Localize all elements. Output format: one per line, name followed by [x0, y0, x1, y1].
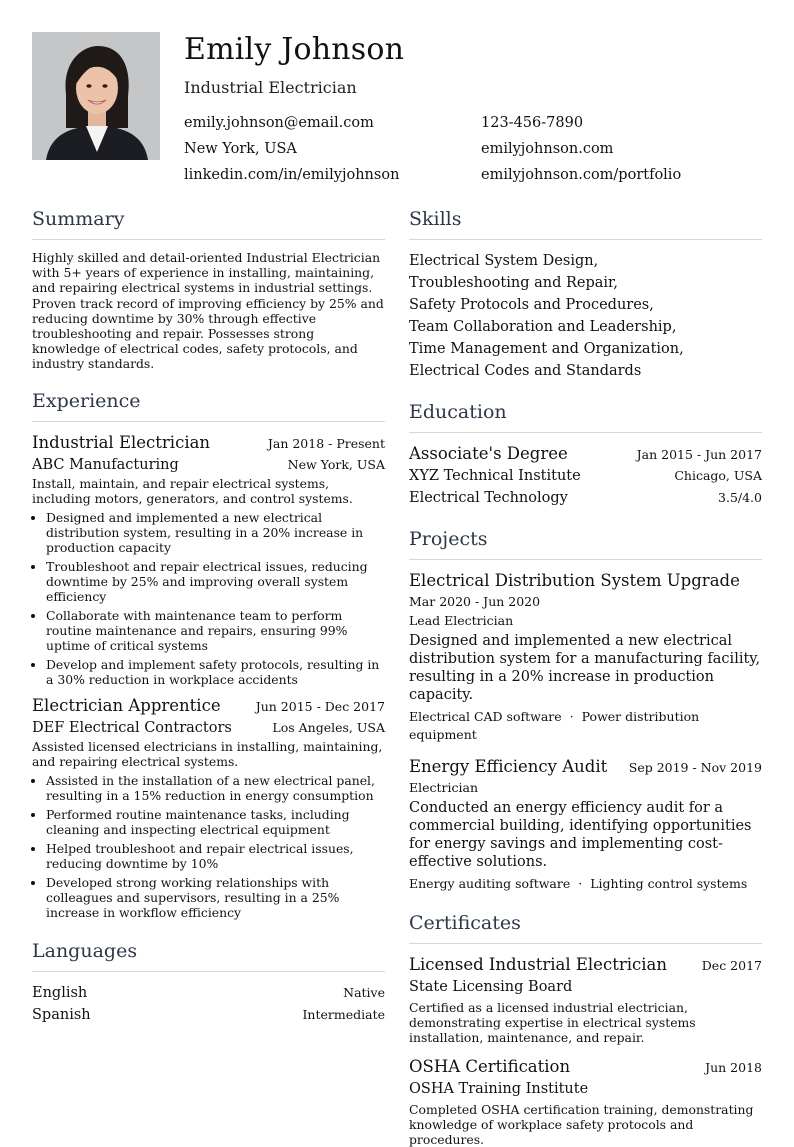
language-name: English	[32, 985, 88, 1002]
education-school: XYZ Technical Institute	[409, 468, 581, 484]
certificate-issuer: State Licensing Board	[409, 979, 573, 995]
certificate-name: OSHA Certification	[409, 1056, 571, 1076]
job-company: ABC Manufacturing	[32, 456, 179, 473]
certificate-issuer: OSHA Training Institute	[409, 1080, 589, 1097]
education-dates: Jan 2015 - Jun 2017	[636, 447, 762, 462]
job-dates: Jan 2018 - Present	[267, 435, 385, 451]
experience-section	[32, 388, 385, 921]
section-title-languages: Languages	[32, 938, 385, 972]
job-bullet: • Develop and implement safety protocols, resulting in a 30% reduction in workplace accidents	[46, 657, 385, 687]
tag-separator: ·	[569, 709, 574, 724]
skill-item: Safety Protocols and Procedures,	[409, 297, 654, 313]
project-tag: Power distribution equipment	[409, 709, 700, 742]
left-column	[32, 206, 385, 1026]
job-bullet: • Performed routine maintenance tasks, including cleaning and inspecting electrical equipment	[46, 807, 385, 837]
section-title-skills: Skills	[409, 206, 762, 240]
project-dates: Mar 2020 - Jun 2020	[409, 594, 541, 609]
language-level: Intermediate	[302, 1007, 385, 1023]
skills-section	[409, 206, 762, 382]
right-column	[409, 206, 762, 1147]
language-row	[32, 1004, 385, 1026]
skill-item: Electrical System Design,	[409, 253, 599, 269]
project-name: Electrical Distribution System Upgrade	[409, 571, 740, 590]
section-title-education: Education	[409, 399, 762, 433]
summary-text: Highly skilled and detail-oriented Industrial Electrician with 5+ years of experience in installing, maintaining, and repairing electrical systems in industrial settings. Proven track record of improving efficiency by 25% and reducing downtime by 30% through effective troubleshooting and repair. Possesses strong knowledge of electrical codes, safety protocols, and industry standards.	[32, 250, 384, 372]
certificate-description: Completed OSHA certification training, demonstrating knowledge of workplace safety protocols and procedures.	[409, 1101, 754, 1147]
certificate-entry	[409, 954, 762, 1046]
section-title-certificates: Certificates	[409, 910, 762, 944]
project-entry	[409, 756, 762, 893]
candidate-title: Industrial Electrician	[184, 78, 357, 97]
project-tags	[409, 708, 762, 744]
section-title-experience: Experience	[32, 388, 385, 422]
education-degree: Associate's Degree	[409, 444, 568, 463]
job-bullets	[32, 773, 385, 920]
skill-item: Electrical Codes and Standards	[409, 363, 642, 379]
contact-website[interactable]: emilyjohnson.com	[481, 141, 614, 157]
language-name: Spanish	[32, 1007, 91, 1024]
experience-entry	[32, 432, 385, 687]
contact-portfolio[interactable]: emilyjohnson.com/portfolio	[481, 167, 682, 183]
candidate-name: Emily Johnson	[184, 32, 405, 67]
tag-separator: ·	[578, 876, 583, 891]
contact-phone[interactable]: 123-456-7890	[481, 115, 584, 131]
project-description: Designed and implemented a new electrical distribution system for a manufacturing facility, resulting in a 20% increase in production capacity.	[409, 633, 761, 703]
language-level: Native	[343, 985, 385, 1001]
project-role: Electrician	[409, 780, 479, 795]
contact-email[interactable]: emily.johnson@email.com	[184, 115, 374, 131]
job-bullet: • Developed strong working relationships with colleagues and supervisors, resulting in a 25% increase in workflow efficiency	[46, 875, 385, 920]
job-bullet: • Helped troubleshoot and repair electrical issues, reducing downtime by 10%	[46, 841, 385, 871]
project-description: Conducted an energy efficiency audit for a commercial building, identifying opportunities for energy savings and implementing cost-effective solutions.	[409, 800, 752, 870]
certificates-section	[409, 910, 762, 1147]
project-dates: Sep 2019 - Nov 2019	[628, 760, 762, 775]
certificate-date: Dec 2017	[701, 958, 762, 973]
project-tag: Lighting control systems	[590, 876, 748, 891]
skill-item: Time Management and Organization,	[409, 341, 684, 357]
job-role: Electrician Apprentice	[32, 696, 221, 716]
job-bullet: • Collaborate with maintenance team to perform routine maintenance and repairs, ensuring 99% uptime of critical systems	[46, 608, 385, 653]
certificate-date: Jun 2018	[705, 1059, 762, 1075]
job-bullet: • Assisted in the installation of a new electrical panel, resulting in a 15% reduction in energy consumption	[46, 773, 385, 803]
education-location: Chicago, USA	[674, 468, 762, 483]
contact-linkedin[interactable]: linkedin.com/in/emilyjohnson	[184, 167, 400, 183]
skill-item: Team Collaboration and Leadership,	[409, 319, 677, 335]
job-location: Los Angeles, USA	[272, 720, 385, 736]
language-row	[32, 982, 385, 1004]
section-title-projects: Projects	[409, 526, 762, 560]
certificate-description: Certified as a licensed industrial electrician, demonstrating expertise in electrical systems installation, maintenance, and repair.	[409, 1000, 696, 1046]
project-tags	[409, 875, 762, 893]
job-bullets	[32, 510, 385, 687]
certificate-entry	[409, 1056, 762, 1147]
project-name: Energy Efficiency Audit	[409, 757, 608, 776]
summary-section	[32, 206, 385, 372]
profile-photo	[32, 32, 160, 160]
project-tag: Electrical CAD software	[409, 709, 562, 724]
project-tag: Energy auditing software	[409, 876, 571, 891]
job-bullet: • Designed and implemented a new electrical distribution system, resulting in a 20% increase in production capacity	[46, 510, 385, 555]
projects-section	[409, 526, 762, 893]
languages-section	[32, 938, 385, 1026]
education-section	[409, 399, 762, 509]
job-dates: Jun 2015 - Dec 2017	[255, 699, 385, 715]
job-description: Install, maintain, and repair electrical systems, including motors, generators, and control systems.	[32, 475, 353, 506]
job-company: DEF Electrical Contractors	[32, 720, 232, 737]
skill-item: Troubleshooting and Repair,	[409, 275, 618, 291]
job-bullet: • Troubleshoot and repair electrical issues, reducing downtime by 25% and improving overall system efficiency	[46, 559, 385, 604]
project-entry	[409, 570, 762, 744]
education-gpa: 3.5/4.0	[718, 490, 762, 505]
job-role: Industrial Electrician	[32, 432, 211, 452]
experience-entry	[32, 695, 385, 920]
contact-location: New York, USA	[184, 141, 297, 157]
job-description: Assisted licensed electricians in installing, maintaining, and repairing electrical systems.	[32, 739, 383, 770]
project-role: Lead Electrician	[409, 613, 514, 628]
section-title-summary: Summary	[32, 206, 385, 240]
education-field: Electrical Technology	[409, 490, 568, 506]
job-location: New York, USA	[287, 456, 385, 472]
certificate-name: Licensed Industrial Electrician	[409, 955, 667, 974]
